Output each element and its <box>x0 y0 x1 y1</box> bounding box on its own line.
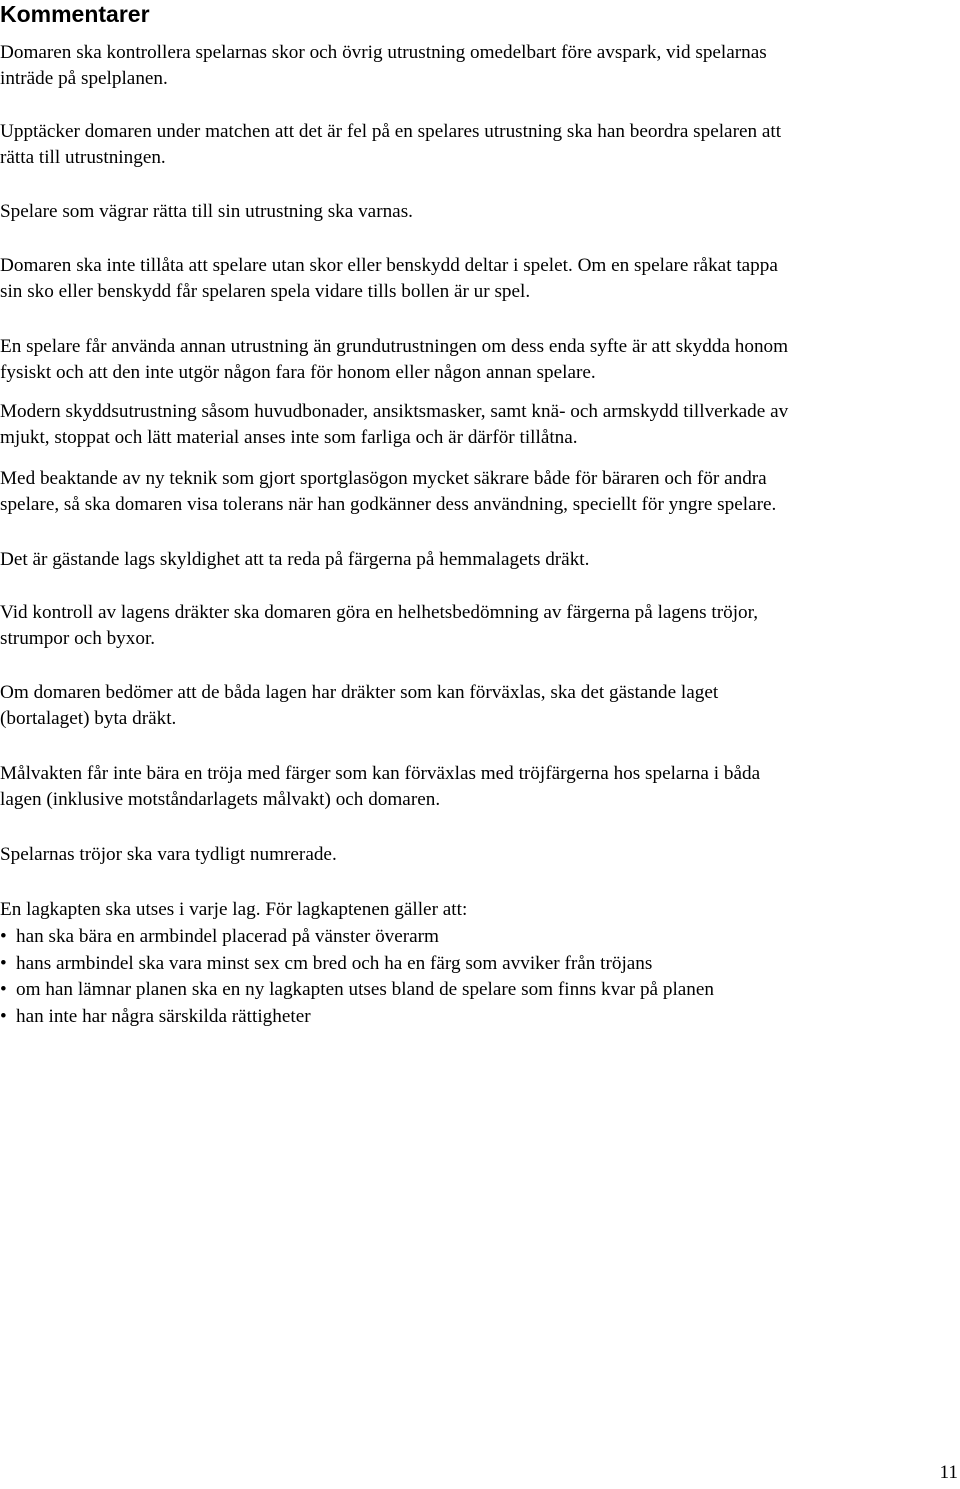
text-line: En lagkapten ska utses i varje lag. För lagkaptenen gäller att: <box>0 899 468 920</box>
paragraph-6 <box>0 399 960 451</box>
text-line: strumpor och byxor. <box>0 628 156 649</box>
paragraph-11 <box>0 761 960 813</box>
text-line: rätta till utrustningen. <box>0 147 166 168</box>
text-line: Spelarnas tröjor ska vara tydligt numrerade. <box>0 844 337 865</box>
text-line: Spelare som vägrar rätta till sin utrustning ska varnas. <box>0 201 413 222</box>
paragraph-8 <box>0 547 960 573</box>
paragraph-7 <box>0 466 960 518</box>
list-item <box>0 924 714 951</box>
list-item-text: han ska bära en armbindel placerad på vänster överarm <box>16 926 439 947</box>
paragraph-10 <box>0 680 960 732</box>
text-line: spelare, så ska domaren visa tolerans när han godkänner dess användning, speciellt för yngre spelare. <box>0 494 777 515</box>
bullet-icon: • <box>0 979 7 1000</box>
text-line: Modern skyddsutrustning såsom huvudbonader, ansiktsmasker, samt knä- och armskydd tillverkade av <box>0 401 789 422</box>
text-line: sin sko eller benskydd får spelaren spela vidare tills bollen är ur spel. <box>0 281 531 302</box>
list-item <box>0 1004 714 1031</box>
bullet-icon: • <box>0 1005 7 1027</box>
paragraph-2 <box>0 119 960 171</box>
list-item-text: om han lämnar planen ska en ny lagkapten utses bland de spelare som finns kvar på planen <box>16 979 715 1000</box>
paragraph-3 <box>0 199 960 225</box>
list-item-text: han inte har några särskilda rättigheter <box>16 1005 311 1027</box>
text-line: Vid kontroll av lagens dräkter ska domaren göra en helhetsbedömning av färgerna på lagens tröjor, <box>0 602 759 623</box>
paragraph-9 <box>0 600 960 652</box>
paragraph-1 <box>0 40 960 92</box>
text-line: Målvakten får inte bära en tröja med färger som kan förväxlas med tröjfärgerna hos spelarna i båda <box>0 763 761 784</box>
text-line: Domaren ska kontrollera spelarnas skor och övrig utrustning omedelbart före avspark, vid spelarnas <box>0 42 767 63</box>
page-heading: Kommentarer <box>0 1 150 27</box>
captain-rules-list <box>0 924 714 1030</box>
list-item-text: hans armbindel ska vara minst sex cm bred och ha en färg som avviker från tröjans <box>16 952 653 974</box>
text-line: Om domaren bedömer att de båda lagen har dräkter som kan förväxlas, ska det gästande laget <box>0 682 719 703</box>
list-item <box>0 977 714 1004</box>
text-line: fysiskt och att den inte utgör någon fara för honom eller någon annan spelare. <box>0 362 596 383</box>
text-line: Domaren ska inte tillåta att spelare utan skor eller benskydd deltar i spelet. Om en spelare råkat tappa <box>0 255 778 276</box>
list-item <box>0 951 714 978</box>
text-line: Upptäcker domaren under matchen att det är fel på en spelares utrustning ska han beordra spelaren att <box>0 121 782 142</box>
text-line: inträde på spelplanen. <box>0 68 168 89</box>
text-line: Med beaktande av ny teknik som gjort sportglasögon mycket säkrare både för bäraren och för andra <box>0 468 767 489</box>
text-line: lagen (inklusive motståndarlagets målvakt) och domaren. <box>0 789 441 810</box>
paragraph-12 <box>0 842 960 868</box>
page-number: 11 <box>939 1462 958 1483</box>
text-line: Det är gästande lags skyldighet att ta reda på färgerna på hemmalagets dräkt. <box>0 549 590 570</box>
paragraph-5 <box>0 334 960 386</box>
text-line: mjukt, stoppat och lätt material anses inte som farliga och är därför tillåtna. <box>0 427 578 448</box>
text-line: En spelare får använda annan utrustning än grundutrustningen om dess enda syfte är att skydda honom <box>0 336 789 357</box>
paragraph-13 <box>0 897 960 923</box>
bullet-icon: • <box>0 952 7 974</box>
text-line: (bortalaget) byta dräkt. <box>0 708 177 729</box>
bullet-icon: • <box>0 926 7 947</box>
paragraph-4 <box>0 253 960 305</box>
